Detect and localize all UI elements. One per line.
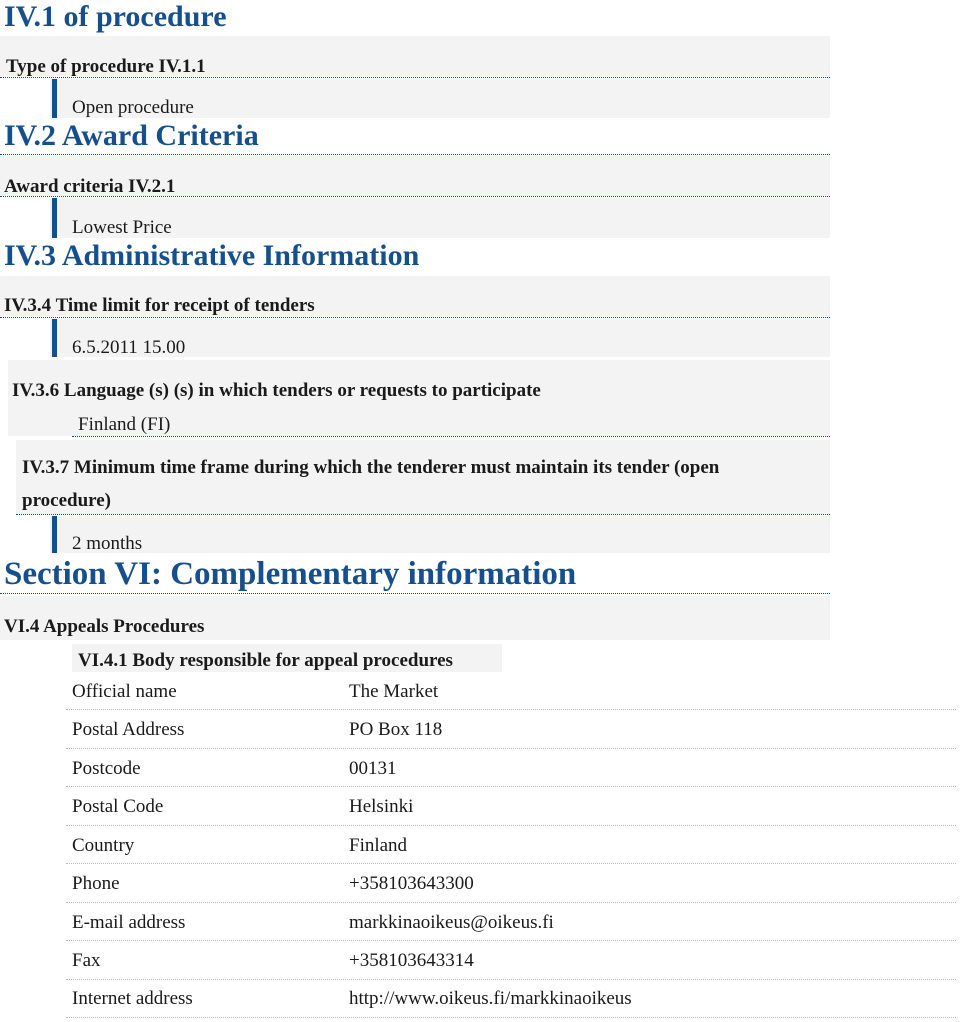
divider [72, 436, 830, 437]
row-value-official-name: The Market [349, 681, 439, 702]
divider [16, 514, 830, 515]
row-label-internet-address: Internet address [72, 988, 193, 1009]
row-label-postal-address: Postal Address [72, 719, 185, 740]
section-vi-heading: Section VI: Complementary information [4, 556, 577, 592]
value-marker [52, 79, 57, 118]
row-value-internet-address[interactable]: http://www.oikeus.fi/markkinaoikeus [349, 988, 632, 1009]
row-label-fax: Fax [72, 950, 101, 971]
row-label-country: Country [72, 835, 135, 856]
value-marker [52, 516, 57, 553]
row-value-postal-address: PO Box 118 [349, 719, 443, 740]
row-label-email: E-mail address [72, 912, 186, 933]
body-responsible-label: VI.4.1 Body responsible for appeal procedures [78, 650, 453, 671]
row-label-official-name: Official name [72, 681, 177, 702]
row-value-postcode: 00131 [349, 758, 397, 779]
row-divider [66, 940, 956, 941]
divider [0, 593, 830, 594]
value-marker [52, 319, 57, 357]
row-divider [66, 979, 956, 980]
min-time-label-line2: procedure) [22, 490, 112, 511]
divider [0, 317, 830, 318]
divider [0, 196, 830, 197]
section-iv3-heading: IV.3 Administrative Information [4, 239, 420, 272]
value-marker [52, 198, 57, 238]
row-divider [66, 863, 956, 864]
row-divider [66, 1017, 956, 1018]
row-label-postal-code: Postal Code [72, 796, 164, 817]
divider [0, 77, 830, 78]
language-value: Finland (FI) [78, 414, 171, 435]
row-divider [66, 786, 956, 787]
section-iv2-heading: IV.2 Award Criteria [4, 119, 259, 152]
section-iv1-heading: IV.1 of procedure [4, 0, 227, 33]
time-limit-label: IV.3.4 Time limit for receipt of tenders [4, 295, 315, 316]
min-time-value: 2 months [72, 533, 143, 554]
row-value-phone: +358103643300 [349, 873, 474, 894]
language-label: IV.3.6 Language (s) (s) in which tenders or requests to participate [12, 380, 541, 401]
row-label-postcode: Postcode [72, 758, 141, 779]
time-limit-value: 6.5.2011 15.00 [72, 337, 186, 358]
row-divider [66, 825, 956, 826]
row-divider [66, 709, 956, 710]
min-time-label-line1: IV.3.7 Minimum time frame during which the tenderer must maintain its tender (open [22, 457, 720, 478]
type-of-procedure-value: Open procedure [72, 97, 194, 118]
award-criteria-label: Award criteria IV.2.1 [4, 176, 176, 197]
type-of-procedure-label: Type of procedure IV.1.1 [6, 56, 206, 77]
appeals-procedures-label: VI.4 Appeals Procedures [4, 616, 205, 637]
row-divider [66, 902, 956, 903]
row-value-email[interactable]: markkinaoikeus@oikeus.fi [349, 912, 554, 933]
row-value-postal-code: Helsinki [349, 796, 414, 817]
row-value-fax: +358103643314 [349, 950, 474, 971]
min-time-value-band [50, 516, 830, 553]
row-label-phone: Phone [72, 873, 120, 894]
divider [0, 154, 830, 155]
award-criteria-value: Lowest Price [72, 217, 172, 238]
row-divider [66, 748, 956, 749]
row-value-country: Finland [349, 835, 408, 856]
